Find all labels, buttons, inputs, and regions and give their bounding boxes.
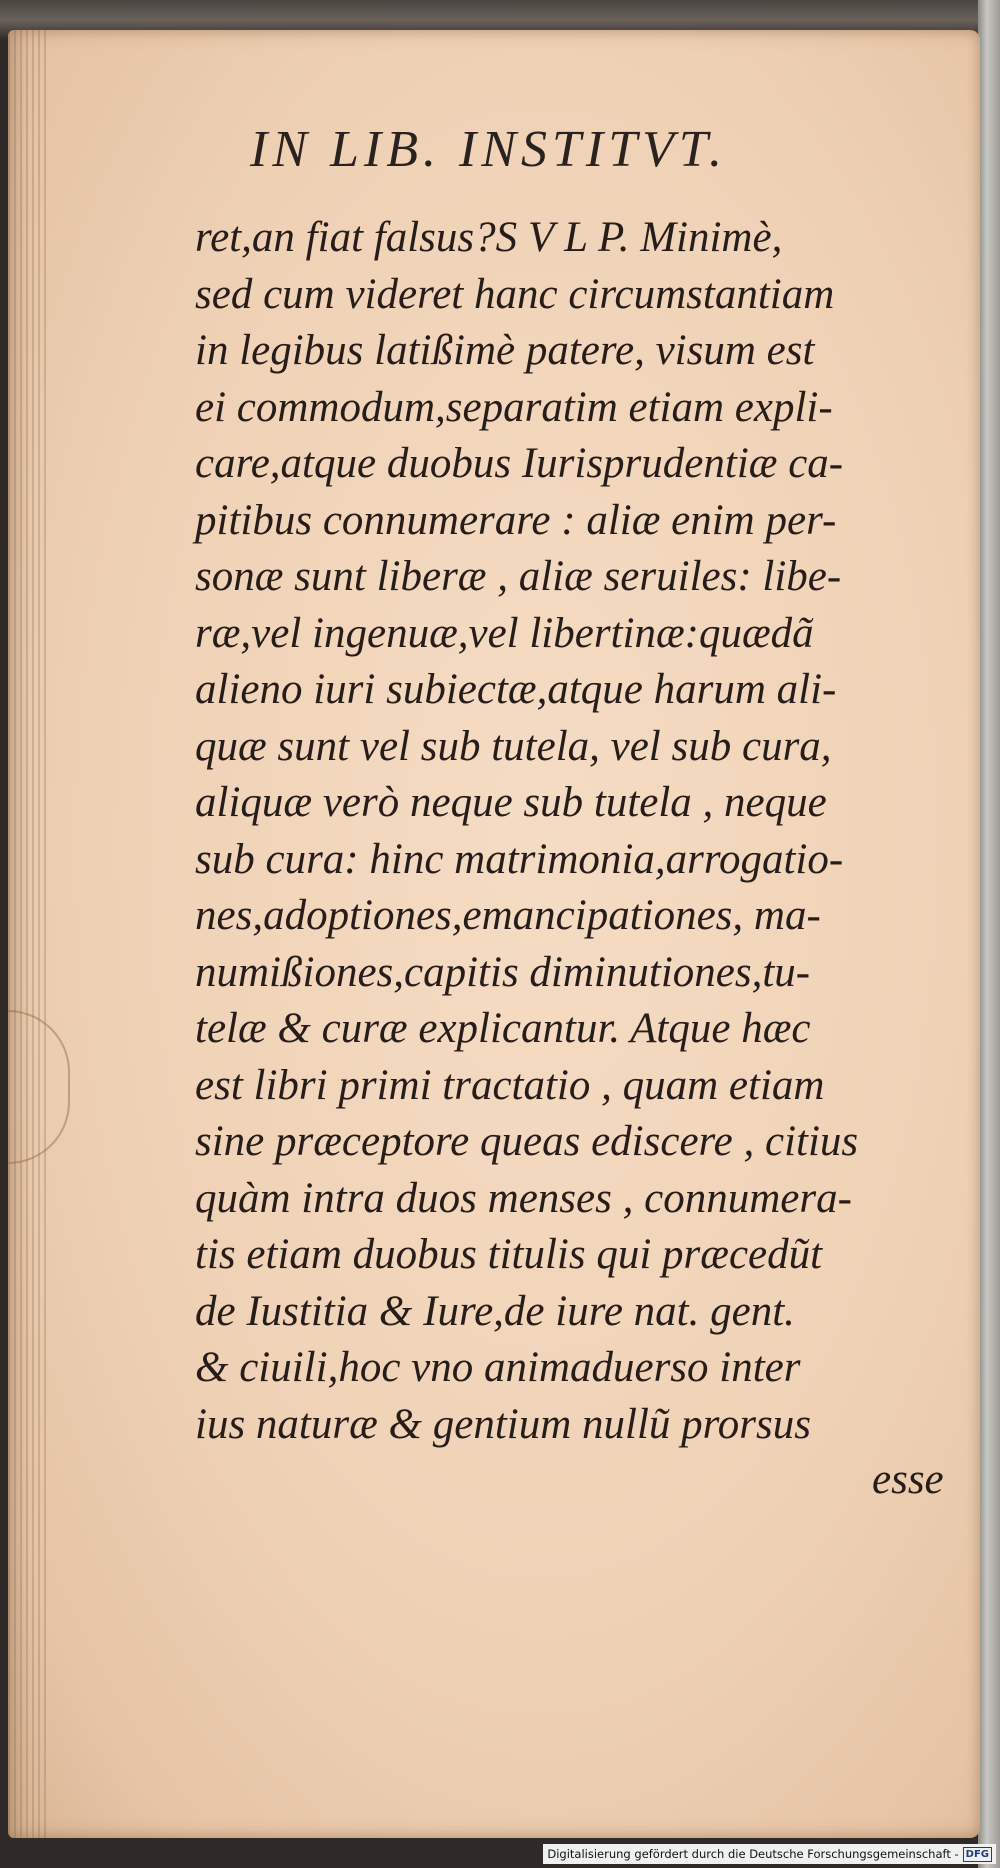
credit-text: Digitalisierung gefördert durch die Deutsche Forschungsgemeinschaft -	[547, 1847, 959, 1861]
text-line: ræ,vel ingenuæ,vel libertinæ:quædã	[195, 609, 814, 657]
text-line: telæ & curæ explicantur. Atque hæc	[195, 1005, 811, 1052]
text-line: in legibus latißimè patere, visum est	[195, 327, 815, 374]
text-line: ei commodum,separatim etiam expli-	[195, 383, 833, 431]
text-line: sonæ sunt liberæ , aliæ seruiles: libe-	[195, 553, 842, 600]
text-line: sed cum videret hanc circumstantiam	[195, 270, 835, 318]
text-line: ius naturæ & gentium nullũ prorsus	[195, 1400, 812, 1448]
page-clasp-mark	[8, 1010, 70, 1164]
text-line: est libri primi tractatio , quam etiam	[195, 1061, 825, 1109]
text-line: aliquæ verò neque sub tutela , neque	[195, 779, 827, 826]
page-edges	[8, 30, 48, 1838]
catchword: esse	[872, 1456, 944, 1503]
text-line: sub cura: hinc matrimonia,arrogatio-	[195, 835, 844, 883]
text-line: nes,adoptiones,emancipationes, ma-	[195, 892, 821, 939]
text-line: numißiones,capitis diminutiones,tu-	[195, 948, 811, 996]
text-line: quæ sunt vel sub tutela, vel sub cura,	[195, 722, 832, 770]
book-edge	[978, 0, 1000, 1868]
text-line: & ciuili,hoc vno animaduerso inter	[195, 1344, 801, 1391]
text-line: care,atque duobus Iurisprudentiæ ca-	[195, 440, 844, 487]
running-head: IN LIB. INSTITVT.	[250, 121, 727, 178]
text-line: pitibus connumerare : aliæ enim per-	[195, 496, 837, 544]
page-body	[195, 210, 955, 1453]
text-line: ret,an fiat falsus?S V L P. Minimè,	[195, 214, 783, 261]
text-line: tis etiam duobus titulis qui præcedũt	[195, 1231, 823, 1278]
digitization-credit	[543, 1844, 996, 1864]
text-line: quàm intra duos menses , connumera-	[195, 1174, 852, 1222]
text-line: alieno iuri subiectæ,atque harum ali-	[195, 666, 837, 713]
text-line: sine præceptore queas ediscere , citius	[195, 1118, 859, 1165]
dfg-logo: DFG	[963, 1847, 992, 1862]
text-line: de Iustitia & Iure,de iure nat. gent.	[195, 1287, 795, 1335]
